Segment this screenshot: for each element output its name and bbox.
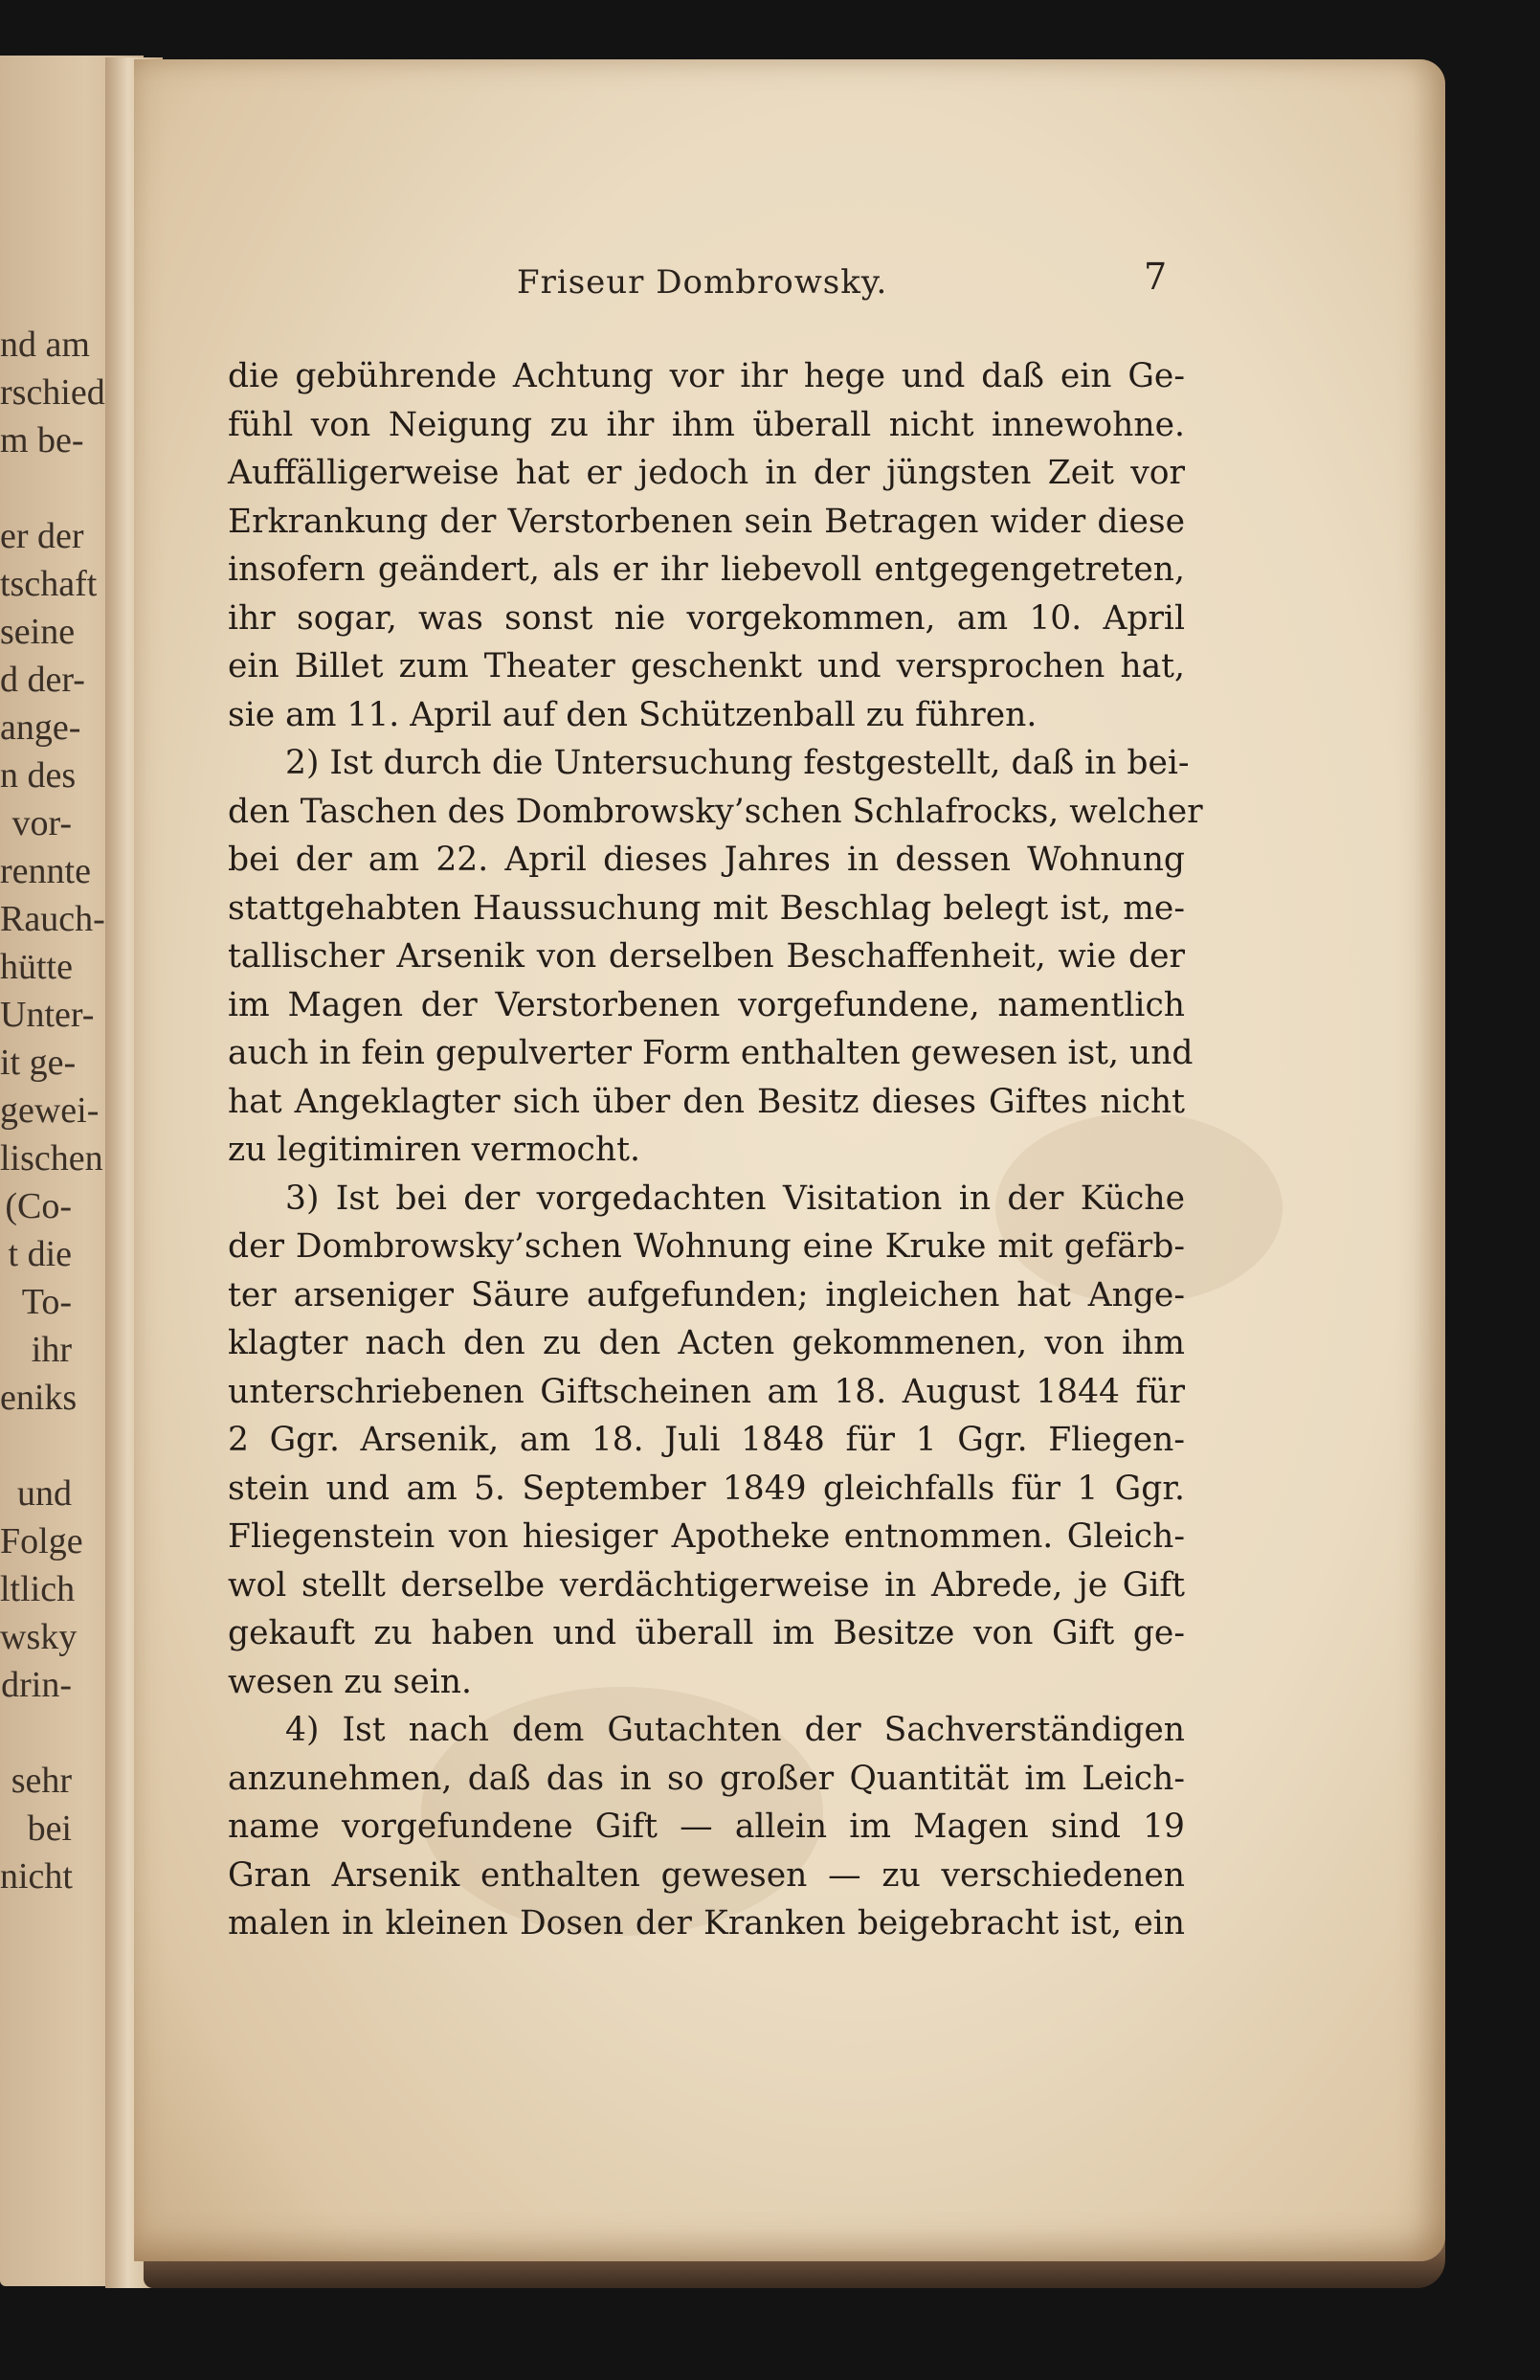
text-line: ihr sogar, was sonst nie vorgekommen, am 10. April — [228, 598, 1185, 638]
text-line: 2) Ist durch die Untersuchung festgestellt, daß in bei- — [285, 744, 1190, 782]
left-page-fragment: tschaft — [0, 564, 98, 604]
running-title: Friseur Dombrowsky. — [517, 263, 888, 302]
left-page-fragment: wsky — [0, 1617, 78, 1657]
left-page-fragment: rschied — [0, 372, 105, 413]
text-line: tallischer Arsenik von derselben Beschaffenheit, wie der — [228, 937, 1185, 976]
left-page-fragment: d der- — [0, 660, 85, 700]
text-line: bei der am 22. April dieses Jahres in dessen Wohnung — [228, 841, 1185, 879]
left-page-fragment: nd am — [0, 325, 90, 365]
left-page-fragment: er der — [0, 516, 84, 556]
left-page-fragment: bei — [27, 1808, 72, 1849]
left-page-fragment: n des — [0, 755, 77, 796]
left-page-fragment: und — [17, 1473, 72, 1514]
left-page-fragment: nicht — [0, 1856, 73, 1897]
text-line: unterschriebenen Giftscheinen am 18. August 1844 für — [228, 1372, 1185, 1411]
page-header — [230, 256, 1187, 321]
left-page-fragment: To- — [21, 1282, 72, 1322]
text-line: die gebührende Achtung vor ihr hege und daß ein Ge- — [228, 357, 1185, 395]
text-line: sie am 11. April auf den Schützenball zu führen. — [228, 695, 1038, 734]
text-line: zu legitimiren vermocht. — [228, 1131, 640, 1169]
left-page-fragment: m be- — [0, 420, 84, 460]
text-line: wesen zu sein. — [228, 1662, 472, 1701]
left-page-fragment: ltlich — [0, 1569, 76, 1609]
left-page-fragment: Rauch- — [0, 899, 105, 939]
left-page-fragment: eniks — [0, 1378, 78, 1418]
text-line: malen in kleinen Dosen der Kranken beigebracht ist, ein — [228, 1904, 1185, 1942]
text-line: hat Angeklagter sich über den Besitz dieses Giftes nicht — [228, 1082, 1185, 1121]
text-line: Fliegenstein von hiesiger Apotheke entnommen. Gleich- — [228, 1517, 1185, 1556]
text-line: klagter nach den zu den Acten gekommenen, von ihm — [228, 1324, 1185, 1362]
text-line: auch in fein gepulverter Form enthalten gewesen ist, und — [228, 1034, 1194, 1072]
text-line: gekauft zu haben und überall im Besitze von Gift ge- — [228, 1614, 1185, 1652]
left-page-fragment: vor- — [11, 803, 72, 843]
page-number: 7 — [1144, 256, 1168, 298]
left-page-fragment: ihr — [31, 1330, 72, 1370]
text-line: ter arseniger Säure aufgefunden; ingleichen hat Ange- — [228, 1275, 1185, 1314]
text-line: 4) Ist nach dem Gutachten der Sachverständigen — [285, 1711, 1185, 1749]
body-text — [228, 352, 1203, 1948]
left-page-fragment: Unter- — [0, 995, 95, 1035]
text-line: Erkrankung der Verstorbenen sein Betragen wider diese — [228, 502, 1185, 541]
text-line: ein Billet zum Theater geschenkt und versprochen hat, — [228, 647, 1185, 685]
left-page-fragment: sehr — [11, 1761, 72, 1801]
text-line: name vorgefundene Gift — allein im Magen sind 19 — [228, 1807, 1185, 1846]
left-page-fragment: (Co- — [5, 1186, 72, 1226]
text-line: Auffälligerweise hat er jedoch in der jüngsten Zeit vor — [228, 454, 1185, 492]
left-page-fragment: Folge — [0, 1521, 83, 1561]
left-page-fragment: rennte — [0, 851, 91, 891]
text-line: im Magen der Verstorbenen vorgefundene, namentlich — [228, 985, 1185, 1024]
text-line: insofern geändert, als er ihr liebevoll entgegengetreten, — [228, 550, 1185, 589]
left-page-fragment: t die — [8, 1234, 72, 1274]
left-page-fragment: seine — [0, 612, 76, 652]
text-line: 3) Ist bei der vorgedachten Visitation in der Küche — [285, 1179, 1185, 1218]
left-page-fragment: hütte — [0, 947, 73, 987]
text-line: stein und am 5. September 1849 gleichfalls für 1 Ggr. — [228, 1469, 1185, 1508]
text-line: 2 Ggr. Arsenik, am 18. Juli 1848 für 1 Ggr. Fliegen- — [228, 1421, 1185, 1459]
text-line: den Taschen des Dombrowsky’schen Schlafrocks, welcher — [228, 792, 1203, 831]
text-line: fühl von Neigung zu ihr ihm überall nicht innewohne. — [228, 405, 1185, 444]
left-page-fragment: lischen — [0, 1138, 103, 1179]
text-line: Gran Arsenik enthalten gewesen — zu verschiedenen — [228, 1855, 1185, 1895]
left-page-fragment: it ge- — [0, 1043, 77, 1083]
text-line: wol stellt derselbe verdächtigerweise in Abrede, je Gift — [228, 1565, 1185, 1605]
text-line: der Dombrowsky’schen Wohnung eine Kruke mit gefärb- — [228, 1227, 1185, 1266]
left-page-fragment: drin- — [1, 1665, 72, 1705]
text-line: anzunehmen, daß das in so großer Quantität im Leich- — [228, 1759, 1185, 1798]
left-page-fragment: ange- — [0, 707, 81, 748]
left-page-fragment: gewei- — [0, 1090, 100, 1131]
text-line: stattgehabten Haussuchung mit Beschlag belegt ist, me- — [228, 888, 1185, 928]
